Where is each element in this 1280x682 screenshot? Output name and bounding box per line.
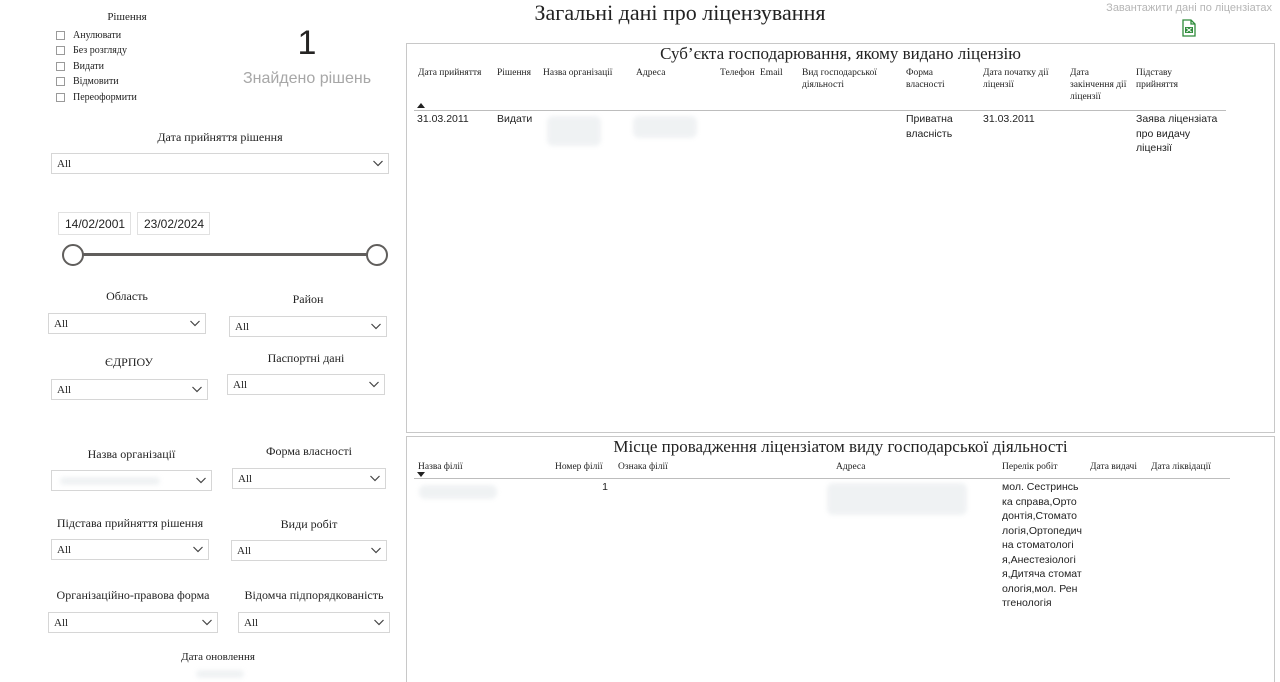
decision-option[interactable] (56, 91, 137, 104)
chevron-down-icon (370, 320, 382, 332)
column-header[interactable]: Підставу прийняття (1136, 68, 1179, 90)
column-header[interactable]: Рішення (497, 68, 531, 78)
sort-ascending-icon[interactable] (417, 102, 425, 108)
chevron-down-icon (368, 378, 380, 390)
decision-option[interactable] (56, 29, 121, 42)
subordination-dropdown[interactable] (238, 612, 390, 633)
decision-option[interactable] (56, 75, 119, 88)
decision-option-label: Анулювати (73, 30, 122, 41)
dropdown-value: All (57, 544, 72, 556)
header-divider (414, 110, 1226, 111)
district-title: Район (292, 292, 324, 306)
checkbox[interactable] (56, 31, 65, 40)
decision-option-label: Видати (73, 61, 105, 72)
cell-works: мол. Сестринська справа,Ортодонтія,Стоматологія,Ортопедична стоматологія,Анестезіологія,Дитяча стоматологія,мол. Рентгенологія (1002, 481, 1082, 609)
org-name-dropdown[interactable] (51, 470, 212, 491)
header-divider (414, 478, 1230, 479)
decision-option-label: Переоформити (73, 92, 137, 103)
date-to-input[interactable]: 23/02/2024 (137, 212, 210, 235)
column-header[interactable]: Телефон (720, 68, 755, 78)
column-header[interactable]: Дата ліквідації (1151, 462, 1211, 472)
dropdown-value: All (57, 384, 72, 396)
column-header[interactable]: Дата прийняття (418, 68, 482, 78)
update-date-title: Дата оновлення (181, 651, 255, 663)
basis-dropdown[interactable] (51, 539, 209, 560)
cell-basis: Заява ліцензіата про видачу ліцензії (1136, 113, 1218, 154)
dropdown-value: All (54, 617, 69, 629)
redacted-address (633, 116, 697, 138)
column-header[interactable]: Ознака філії (618, 462, 668, 472)
ownership-dropdown[interactable] (232, 468, 386, 489)
update-date-value (196, 670, 244, 678)
decision-option-label: Без розгляду (73, 45, 127, 56)
date-range-track[interactable] (72, 253, 378, 256)
column-header[interactable]: Адреса (836, 462, 866, 472)
checkbox[interactable] (56, 46, 65, 55)
date-to-handle[interactable] (366, 244, 388, 266)
org-name-title: Назва організації (87, 447, 176, 461)
chevron-down-icon (192, 543, 204, 555)
places-panel-title: Місце провадження ліцензіатом виду господарської діяльності (613, 437, 1068, 456)
redacted-branch-address (827, 483, 967, 515)
chevron-down-icon (195, 474, 207, 486)
decision-date-title: Дата прийняття рішення (157, 130, 283, 144)
found-label: Знайдено рішень (242, 70, 372, 87)
checkbox[interactable] (56, 93, 65, 102)
cell-branch-number: 1 (602, 481, 608, 493)
redacted-org-name (547, 116, 601, 146)
dropdown-value: All (57, 158, 72, 170)
checkbox[interactable] (56, 77, 65, 86)
passport-dropdown[interactable] (227, 374, 385, 395)
subjects-panel-title: Суб’єкта господарювання, якому видано ліцензію (660, 44, 1021, 63)
basis-title: Підстава прийняття рішення (56, 516, 204, 530)
ownership-title: Форма власності (266, 444, 352, 458)
subordination-title: Відомча підпорядкованість (244, 588, 384, 602)
column-header[interactable]: Перелік робіт (1002, 462, 1058, 472)
found-count: 1 (297, 24, 317, 62)
region-title: Область (106, 289, 148, 303)
decision-date-dropdown[interactable] (51, 153, 389, 174)
works-title: Види робіт (280, 517, 338, 531)
places-panel (406, 436, 1275, 682)
cell-date: 31.03.2011 (417, 113, 469, 125)
legal-form-dropdown[interactable] (48, 612, 218, 633)
chevron-down-icon (189, 317, 201, 329)
chevron-down-icon (191, 383, 203, 395)
column-header[interactable]: Email (760, 68, 783, 78)
column-header[interactable]: Форма власності (906, 68, 945, 90)
decision-option[interactable] (56, 60, 104, 73)
column-header[interactable]: Номер філії (555, 462, 603, 472)
decision-filter-title: Рішення (107, 11, 147, 23)
chevron-down-icon (201, 616, 213, 628)
region-dropdown[interactable] (48, 313, 206, 334)
dropdown-value: All (238, 473, 253, 485)
cell-start-date: 31.03.2011 (983, 113, 1035, 125)
edrpou-title: ЄДРПОУ (105, 355, 153, 369)
column-header[interactable]: Назва філії (418, 462, 463, 472)
column-header[interactable]: Дата закінчення дії ліцензії (1070, 68, 1127, 102)
dropdown-value: All (237, 545, 252, 557)
excel-icon[interactable] (1181, 19, 1197, 37)
passport-title: Паспортні дані (267, 351, 345, 365)
edrpou-dropdown[interactable] (51, 379, 208, 400)
column-header[interactable]: Дата видачі (1090, 462, 1137, 472)
page-title: Загальні дані про ліцензування (534, 0, 826, 25)
date-from-handle[interactable] (62, 244, 84, 266)
column-header[interactable]: Адреса (636, 68, 666, 78)
decision-option[interactable] (56, 44, 127, 57)
works-dropdown[interactable] (231, 540, 387, 561)
checkbox[interactable] (56, 62, 65, 71)
redacted-value (60, 477, 160, 485)
subjects-panel (406, 43, 1275, 433)
dropdown-value: All (235, 321, 250, 333)
column-header[interactable]: Дата початку дії ліцензії (983, 68, 1049, 90)
cell-ownership: Приватна власність (906, 113, 953, 140)
redacted-branch-name (419, 485, 497, 499)
dropdown-value: All (244, 617, 259, 629)
dropdown-value: All (54, 318, 69, 330)
chevron-down-icon (373, 616, 385, 628)
column-header[interactable]: Назва організації (543, 68, 613, 78)
decision-option-label: Відмовити (73, 76, 119, 87)
date-from-input[interactable]: 14/02/2001 (58, 212, 131, 235)
chevron-down-icon (370, 544, 382, 556)
chevron-down-icon (372, 157, 384, 169)
legal-form-title: Організаційно-правова форма (56, 588, 210, 602)
district-dropdown[interactable] (229, 316, 387, 337)
column-header[interactable]: Вид господарської діяльності (802, 68, 877, 90)
dropdown-value: All (233, 379, 248, 391)
download-link[interactable]: Завантажити дані по ліцензіатах (1106, 2, 1272, 14)
chevron-down-icon (369, 472, 381, 484)
cell-decision: Видати (497, 113, 533, 125)
